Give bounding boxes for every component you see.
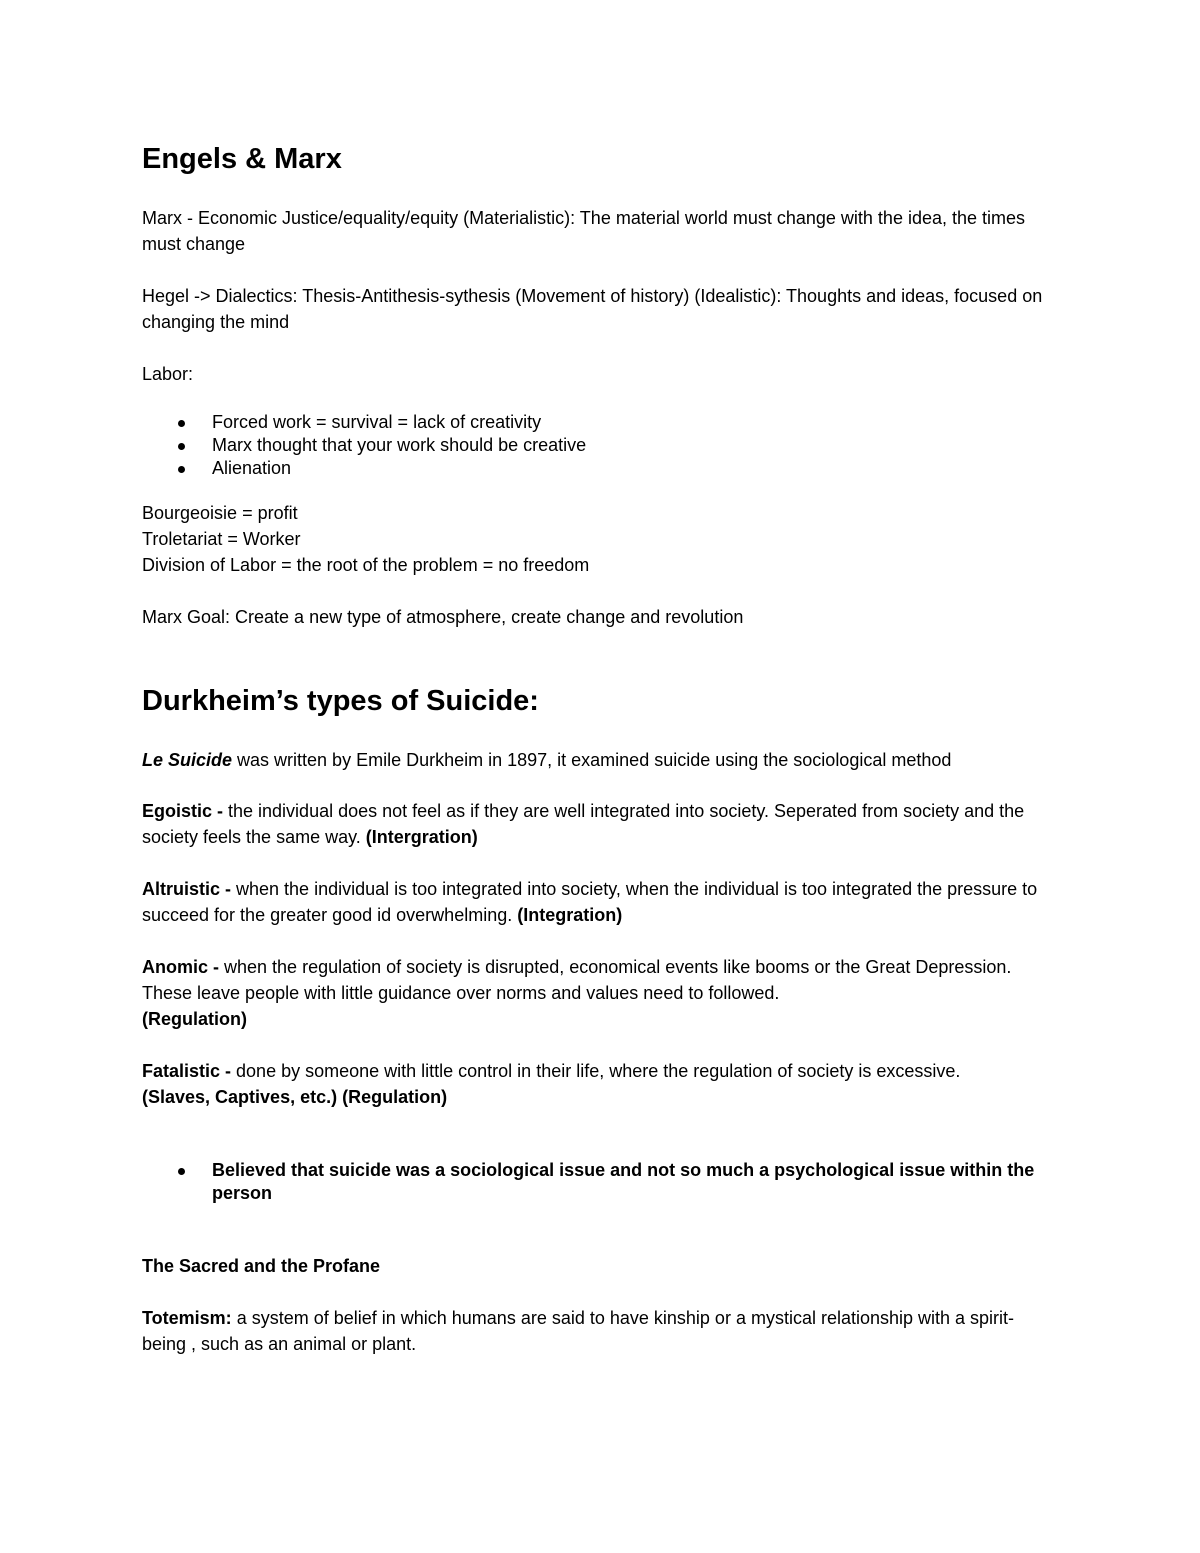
bullet-icon — [178, 466, 185, 473]
list-item-text: Believed that suicide was a sociological issue and not so much a psychological issue within the person — [212, 1160, 1035, 1203]
hegel-paragraph: Hegel -> Dialectics: Thesis-Antithesis-sythesis (Movement of history) (Idealistic): Thoughts and ideas, focused on changing the mind — [142, 286, 1043, 332]
fatalistic-text: done by someone with little control in their life, where the regulation of society is excessive. — [231, 1061, 961, 1081]
totemism-text: a system of belief in which humans are said to have kinship or a mystical relationship with a spirit-being , such as an animal or plant. — [142, 1308, 1015, 1354]
list-item-text: Forced work = survival = lack of creativity — [212, 412, 542, 432]
egoistic-paragraph — [142, 798, 1057, 850]
fatalistic-paragraph — [142, 1058, 1057, 1110]
altruistic-text: when the individual is too integrated into society, when the individual is too integrated the pressure to succeed for the greater good id overwhelming. — [142, 879, 1038, 925]
list-item — [142, 457, 1057, 480]
le-suicide-text: was written by Emile Durkheim in 1897, it examined suicide using the sociological method — [232, 750, 952, 770]
list-item — [142, 411, 1057, 434]
labor-list — [142, 411, 1057, 480]
anomic-text: when the regulation of society is disrupted, economical events like booms or the Great Depression. These leave people with little guidance over norms and values need to followed. — [142, 957, 1012, 1003]
fatalistic-term: Fatalistic - — [142, 1061, 232, 1081]
list-item-text: Alienation — [212, 458, 292, 478]
totemism-term: Totemism: — [142, 1308, 232, 1328]
altruistic-tag: (Integration) — [517, 905, 623, 925]
bullet-icon — [178, 1168, 185, 1175]
bullet-icon — [178, 443, 185, 450]
division-line: Division of Labor = the root of the problem = no freedom — [142, 555, 590, 575]
fatalistic-tag: (Slaves, Captives, etc.) (Regulation) — [142, 1087, 448, 1107]
sacred-profane-heading: The Sacred and the Profane — [142, 1256, 381, 1276]
belief-list — [142, 1159, 1057, 1205]
heading-engels-marx: Engels & Marx — [142, 143, 342, 175]
le-suicide-title: Le Suicide — [142, 750, 233, 770]
bullet-icon — [178, 420, 185, 427]
anomic-tag: (Regulation) — [142, 1009, 247, 1029]
bourgeoisie-line: Bourgeoisie = profit — [142, 503, 298, 523]
marx-goal-line: Marx Goal: Create a new type of atmosphere, create change and revolution — [142, 607, 744, 627]
altruistic-paragraph — [142, 876, 1057, 928]
anomic-paragraph — [142, 954, 1057, 1032]
list-item-text: Marx thought that your work should be creative — [212, 435, 587, 455]
egoistic-tag: (Intergration) — [365, 827, 478, 847]
marx-paragraph: Marx - Economic Justice/equality/equity (Materialistic): The material world must change with the idea, the times must change — [142, 208, 1026, 254]
egoistic-term: Egoistic - — [142, 801, 224, 821]
troletariat-line: Troletariat = Worker — [142, 529, 301, 549]
heading-durkheim: Durkheim’s types of Suicide: — [142, 685, 539, 717]
altruistic-term: Altruistic - — [142, 879, 232, 899]
le-suicide-paragraph — [142, 747, 1057, 773]
anomic-term: Anomic - — [142, 957, 220, 977]
list-item — [142, 1159, 1057, 1205]
list-item — [142, 434, 1057, 457]
egoistic-text: the individual does not feel as if they are well integrated into society. Seperated from society and the society feels the same way. — [142, 801, 1025, 847]
totemism-paragraph — [142, 1305, 1057, 1357]
labor-label: Labor: — [142, 364, 194, 384]
